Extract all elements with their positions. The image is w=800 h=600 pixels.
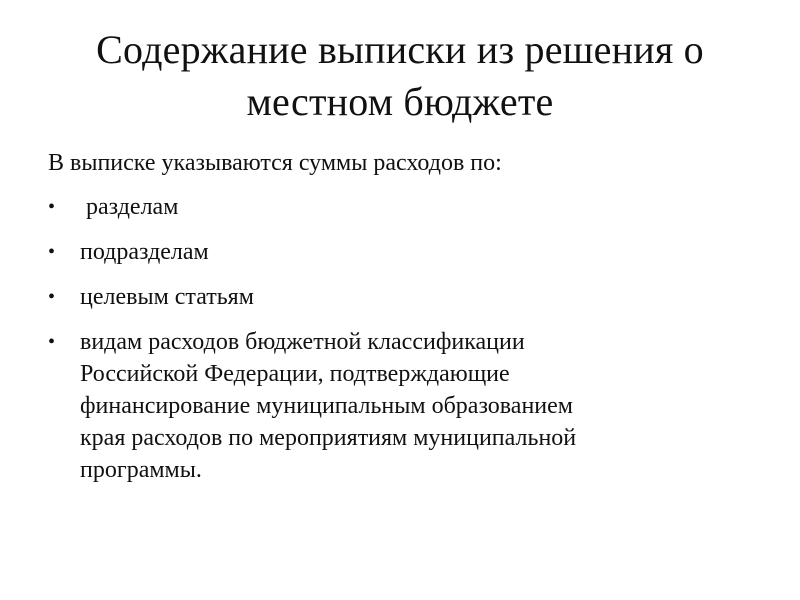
list-item-text-line-1: видам расходов бюджетной классификации bbox=[80, 329, 525, 355]
bullet-icon: • bbox=[48, 241, 56, 263]
title-line-2: местном бюджете bbox=[246, 79, 554, 124]
bullet-icon: • bbox=[48, 196, 56, 218]
list-item-text-line-5: программы. bbox=[80, 457, 202, 483]
list-item bbox=[48, 236, 768, 268]
page-title bbox=[40, 24, 760, 128]
list-item-text: подразделам bbox=[80, 239, 209, 265]
title-line-1: Содержание выписки из решения о bbox=[96, 27, 704, 72]
list-item-text-line-4: края расходов по мероприятиям муниципальной bbox=[80, 425, 577, 451]
bullet-icon: • bbox=[48, 331, 56, 353]
intro-text: В выписке указываются суммы расходов по: bbox=[48, 150, 502, 176]
list-item-text-line-3: финансирование муниципальным образованием bbox=[80, 393, 573, 419]
list-item bbox=[48, 326, 768, 486]
list-item-text: целевым статьям bbox=[80, 284, 254, 310]
bullet-icon: • bbox=[48, 286, 56, 308]
list-item bbox=[48, 281, 768, 313]
bullet-list bbox=[48, 191, 768, 486]
list-item-text: разделам bbox=[80, 194, 179, 220]
slide-body bbox=[48, 147, 768, 486]
list-item-text-line-2: Российской Федерации, подтверждающие bbox=[80, 361, 510, 387]
list-item bbox=[48, 191, 768, 223]
